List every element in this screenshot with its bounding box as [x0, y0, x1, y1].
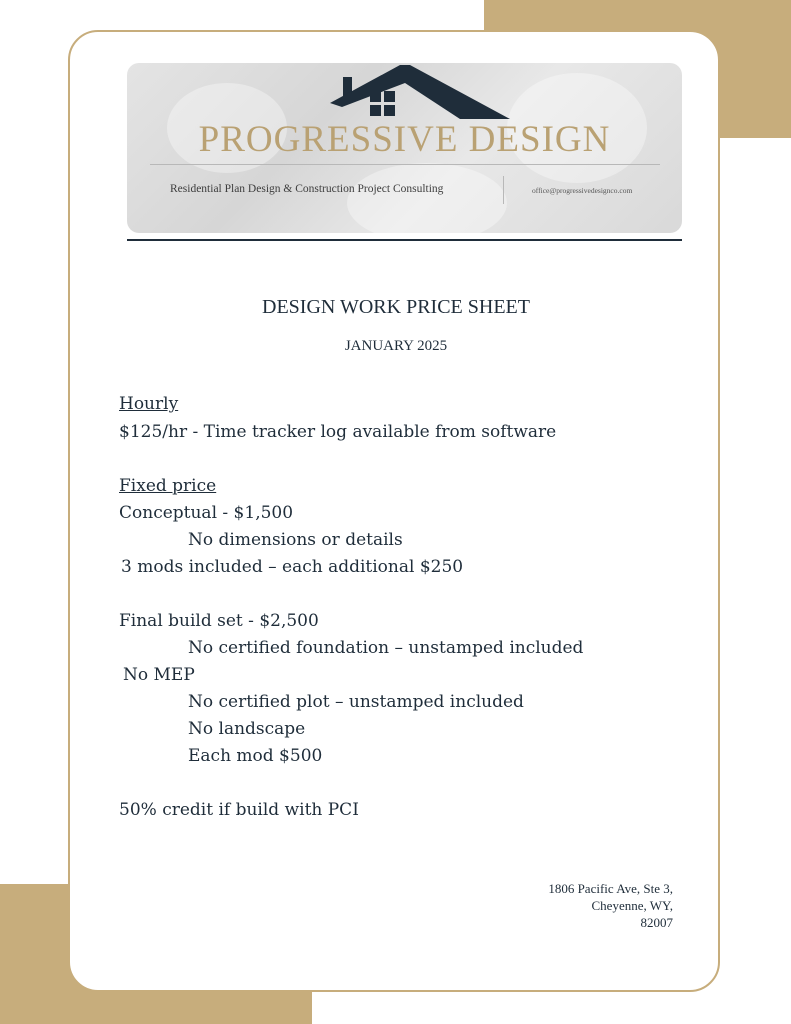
document-title: DESIGN WORK PRICE SHEET [262, 296, 530, 318]
tagline-divider [503, 176, 504, 204]
contact-email[interactable]: office@progressivedesignco.com [532, 186, 633, 195]
house-roof-icon [310, 63, 510, 123]
final-build-price: Final build set - $2,500 [119, 611, 319, 631]
pci-credit-note: 50% credit if build with PCI [119, 800, 359, 820]
header-underline [127, 239, 682, 241]
conceptual-mods: 3 mods included – each additional $250 [121, 557, 464, 577]
final-item: No certified foundation – unstamped included [188, 638, 584, 658]
final-item: No certified plot – unstamped included [188, 692, 524, 712]
final-item: No landscape [188, 719, 306, 739]
office-address [548, 880, 673, 931]
address-line: 82007 [640, 915, 673, 930]
document-date: JANUARY 2025 [344, 338, 448, 354]
address-line: Cheyenne, WY, [591, 898, 673, 913]
brand-divider [150, 164, 660, 165]
address-line: 1806 Pacific Ave, Ste 3, [548, 881, 673, 896]
brand-name: PROGRESSIVE DESIGN [198, 119, 611, 160]
hourly-heading: Hourly [119, 394, 179, 414]
hourly-rate: $125/hr - Time tracker log available from software [119, 422, 557, 442]
final-item: No MEP [123, 665, 195, 685]
conceptual-note: No dimensions or details [188, 530, 403, 550]
fixed-price-heading: Fixed price [119, 476, 217, 496]
brand-tagline: Residential Plan Design & Construction Project Consulting [170, 183, 444, 195]
final-item: Each mod $500 [188, 746, 323, 766]
conceptual-price: Conceptual - $1,500 [119, 503, 294, 523]
